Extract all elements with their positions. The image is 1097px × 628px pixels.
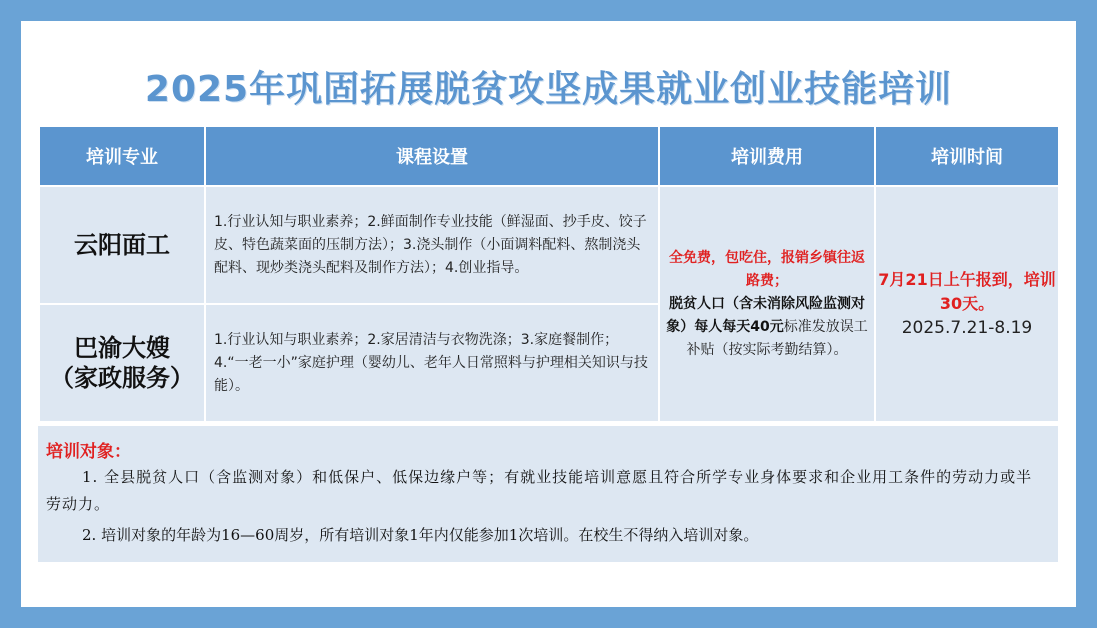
training-table [38, 125, 1060, 423]
fee-subsidy-bold: 脱贫人口（含未消除风险监测对象）每人每天40元 [666, 295, 865, 335]
course-bayu-dasao: 1.行业认知与职业素养；2.家居清洁与衣物洗涤；3.家庭餐制作；4.“一老一小”家庭护理（婴幼儿、老年人日常照料与护理相关知识与技能）。 [205, 304, 659, 422]
fee-subsidy-normal: 标准发放误工补贴（按实际考勤结算）。 [686, 318, 868, 358]
time-cell [875, 186, 1059, 422]
fee-free-text: 全免费，包吃住，报销乡镇往返路费； [669, 249, 865, 289]
major-bayu-dasao-line1: 巴渝大嫂 [74, 333, 170, 362]
major-yunyang-noodle: 云阳面工 [39, 186, 205, 304]
poster-title: 2025年巩固拓展脱贫攻坚成果就业创业技能培训 [144, 69, 953, 110]
poster-panel [21, 21, 1076, 607]
course-yunyang-noodle: 1.行业认知与职业素养；2.鲜面制作专业技能（鲜湿面、抄手皮、饺子皮、特色蔬菜面的压制方法）；3.浇头制作（小面调料配料、熬制浇头配料、现炒类浇头配料及制作方法）；4.创业指导。 [205, 186, 659, 304]
table-row [39, 186, 1059, 304]
target-heading: 培训对象： [46, 442, 131, 462]
target-item-2: 2. 培训对象的年龄为16—60周岁，所有培训对象1年内仅能参加1次培训。在校生不得纳入培训对象。 [82, 526, 759, 544]
time-report-text: 7月21日上午报到，培训30天。 [878, 270, 1056, 313]
header-major: 培训专业 [39, 126, 205, 186]
header-time: 培训时间 [875, 126, 1059, 186]
major-bayu-dasao-line2: （家政服务） [50, 363, 194, 392]
major-bayu-dasao [39, 304, 205, 422]
table-header-row [39, 126, 1059, 186]
header-course: 课程设置 [205, 126, 659, 186]
fee-cell [659, 186, 875, 422]
training-target-section [38, 426, 1058, 562]
header-fee: 培训费用 [659, 126, 875, 186]
target-item-1: 1. 全县脱贫人口（含监测对象）和低保户、低保边缘户等；有就业技能培训意愿且符合所学专业身体要求和企业用工条件的劳动力或半劳动力。 [46, 468, 1033, 513]
time-dates: 2025.7.21-8.19 [901, 318, 1033, 338]
